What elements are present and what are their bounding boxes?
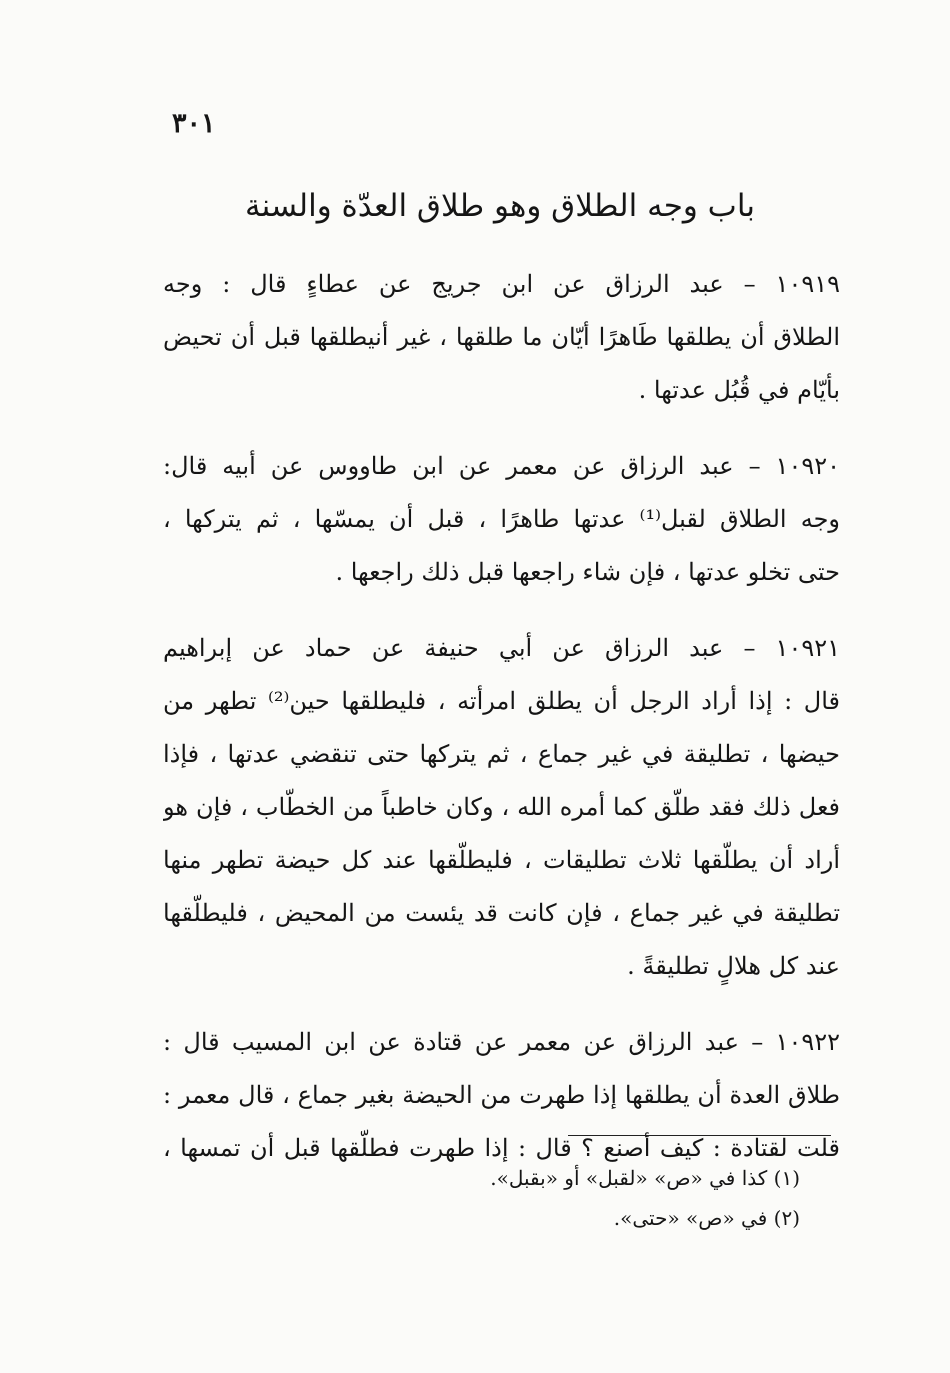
footnote-divider [568,1135,831,1136]
footnotes [360,1158,800,1238]
text-line: قال : إذا أراد الرجل أن يطلق امرأته ، فليطلقها حين⁽²⁾ تطهر من [163,687,840,715]
text-line: طلاق العدة أن يطلقها إذا طهرت من الحيضة بغير جماع ، قال معمر : [163,1081,840,1109]
page-number: ٣٠١ [172,108,216,139]
text-line: أراد أن يطلّقها ثلاث تطليقات ، فليطلّقها عند كل حيضة تطهر منها [163,846,840,874]
main-text [163,258,840,1198]
text-line: الطلاق أن يطلقها طَاهرًا أيّان ما طلقها ، غير أنيطلقها قبل أن تحيض [163,323,840,351]
text-line: وجه الطلاق لقبل⁽¹⁾ عدتها طاهرًا ، قبل أن يمسّها ، ثم يتركها ، [163,505,840,533]
text-line: فعل ذلك فقد طلّق كما أمره الله ، وكان خاطباً من الخطّاب ، فإن هو [163,793,840,821]
footnote-1: (١) كذا في «ص» «لقبل» أو «بقبل». [490,1166,800,1190]
hadith-10920 [163,440,840,599]
text-line: بأيّام في قُبُل عدتها . [638,376,840,404]
text-line: تطليقة في غير جماع ، فإن كانت قد يئست من المحيض ، فليطلّقها [163,899,840,927]
text-line: ١٠٩٢٠ – عبد الرزاق عن معمر عن ابن طاووس عن أبيه قال: [163,452,840,480]
text-line: عند كل هلالٍ تطليقةً . [627,952,840,980]
text-line: ١٠٩١٩ – عبد الرزاق عن ابن جريج عن عطاءٍ قال : وجه [163,270,840,298]
hadith-10922 [163,1016,840,1175]
hadith-10919 [163,258,840,417]
footnote-2: (٢) في «ص» «حتى». [613,1206,800,1230]
text-line: قلت لقتادة : كيف أصنع ؟ قال : إذا طهرت فطلّقها قبل أن تمسها ، [163,1134,840,1162]
text-line: حيضها ، تطليقة في غير جماع ، ثم يتركها حتى تنقضي عدتها ، فإذا [163,740,840,768]
text-line: حتى تخلو عدتها ، فإن شاء راجعها قبل ذلك راجعها . [335,558,840,586]
chapter-title: باب وجه الطلاق وهو طلاق العدّة والسنة [245,188,755,224]
text-line: ١٠٩٢٢ – عبد الرزاق عن معمر عن قتادة عن ابن المسيب قال : [163,1028,840,1056]
hadith-10921 [163,622,840,993]
text-line: ١٠٩٢١ – عبد الرزاق عن أبي حنيفة عن حماد عن إبراهيم [163,634,840,662]
